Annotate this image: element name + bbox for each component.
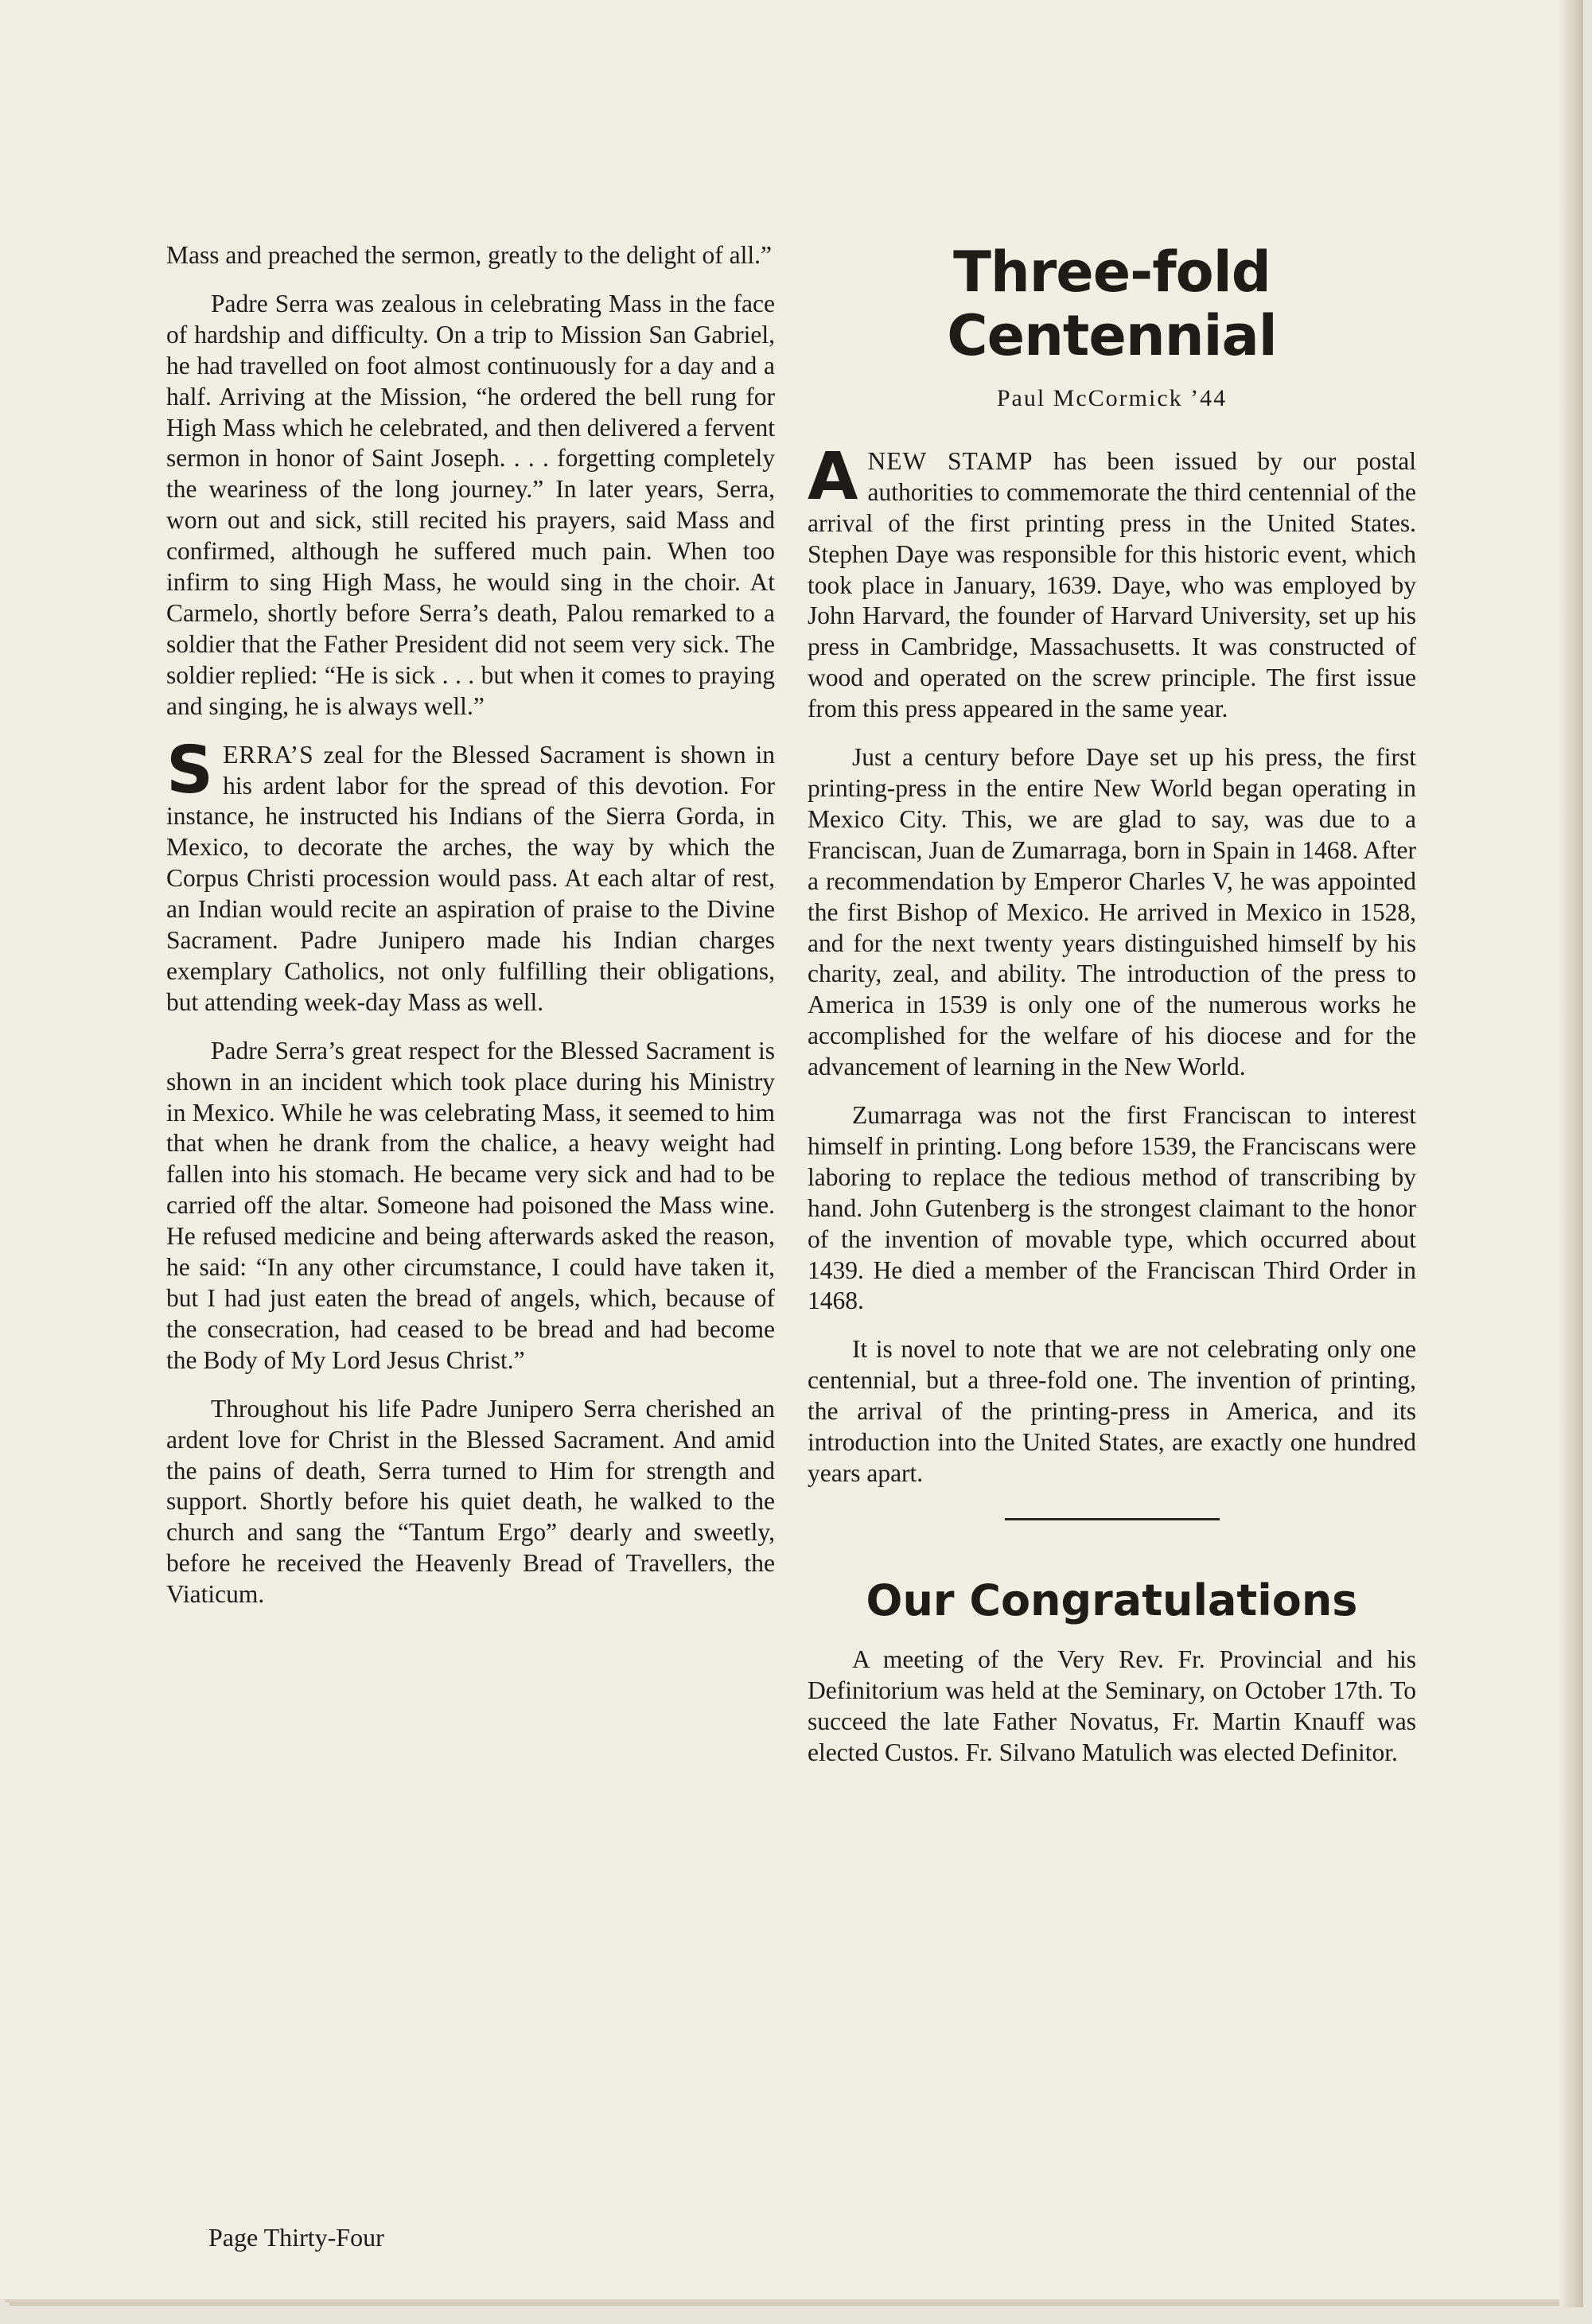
section-title: Our Congratulations — [866, 1575, 1358, 1625]
small-caps-lead: NEW STAMP — [867, 446, 1033, 475]
left-paragraph-2: Padre Serra was zealous in celebrating Mass in the face of hardship and difficulty. On a trip to Mission San Gabriel, he had travelled on foot almost continuously for a day and a half. Arriving at the Mission, “he ordered the bell rung for High Mass which he celebrated, and then delivered a fervent sermon in honor of Saint Joseph. . . . forgetting completely the weariness of the long journey.” In later years, Serra, worn out and sick, still recited his prayers, said Mass and confirmed, although he suffered much pain. When too infirm to sing High Mass, he would sing in the choir. At Carmelo, shortly before Serra’s death, Palou remarked to a soldier that the Father President did not seem very sick. The soldier replied: “He is sick . . . but when it comes to praying and singing, he is always well.” — [166, 289, 775, 720]
right-paragraph-4: It is novel to note that we are not celebrating only one centennial, but a three-fold one. The invention of printing, the arrival of the printing-press in America, and its introduction into the United States, are exactly one hundred years apart. — [808, 1335, 1416, 1487]
article-title: Three-fold Centennial — [947, 239, 1277, 368]
page-number: Page Thirty-Four — [208, 2223, 384, 2252]
page-edge — [1559, 0, 1583, 2307]
left-paragraph-3 — [166, 732, 775, 1018]
drop-cap-s: S — [166, 732, 214, 808]
article-byline: Paul McCormick ’44 — [996, 385, 1228, 411]
right-column — [808, 240, 1416, 1786]
drop-cap-a: A — [808, 438, 858, 515]
left-paragraph-1: Mass and preached the sermon, greatly to the delight of all.” — [166, 241, 772, 269]
small-caps-lead: ERRA’S — [223, 740, 314, 769]
section-divider — [1005, 1518, 1220, 1520]
left-paragraph-3-text: zeal for the Blessed Sacrament is shown in his ardent labor for the spread of this devotion. For instance, he instructed his Indians of the Sierra Gorda, in Mexico, to decorate the arches, the way by which the Corpus Christi procession would pass. At each altar of rest, an Indian would recite an aspiration of praise to the Divine Sacrament. Padre Junipero made his Indian charges exemplary Catholics, not only fulfilling their obligations, but attending week-day Mass as well. — [166, 740, 775, 1016]
right-paragraph-1 — [808, 438, 1417, 725]
right-paragraph-2: Just a century before Daye set up his press, the first printing-press in the entire New World began operating in Mexico City. This, we are glad to say, was due to a Franciscan, Juan de Zumarraga, born in Spain in 1468. After a recommendation by Emperor Charles V, he was appointed the first Bishop of Mexico. He arrived in Mexico in 1528, and for the next twenty years distinguished himself by his charity, zeal, and ability. The introduction of the press to America in 1539 is only one of the numerous works he accomplished for the welfare of his diocese and for the advancement of learning in the New World. — [808, 743, 1416, 1081]
right-paragraph-3: Zumarraga was not the first Franciscan to interest himself in printing. Long before 1539, the Franciscans were laboring to replace the tedious method of transcribing by hand. John Gutenberg is the strongest claimant to the honor of the invention of movable type, which occurred about 1439. He died a member of the Franciscan Third Order in 1468. — [808, 1101, 1416, 1315]
left-column — [166, 240, 775, 1628]
left-paragraph-5: Throughout his life Padre Junipero Serra cherished an ardent love for Christ in the Blessed Sacrament. And amid the pains of death, Serra turned to Him for strength and support. Shortly before his quiet death, he walked to the church and sang the “Tantum Ergo” dearly and sweetly, before he received the Heavenly Bread of Travellers, the Viaticum. — [166, 1394, 775, 1609]
right-paragraph-5: A meeting of the Very Rev. Fr. Provincial and his Definitorium was held at the Seminary, on October 17th. To succeed the late Father Novatus, Fr. Martin Knauff was elected Custos. Fr. Silvano Matulich was elected Definitor. — [808, 1645, 1416, 1766]
right-paragraph-1-text: has been issued by our postal authorities to commemorate the third centennial of the arrival of the first printing press in the United States. Stephen Daye was responsible for this historic event, which took place in January, 1639. Daye, who was employed by John Harvard, the founder of Harvard University, set up his press in Cambridge, Massachusetts. It was constructed of wood and operated on the screw principle. The first issue from this press appeared in the same year. — [808, 446, 1417, 723]
left-paragraph-4: Padre Serra’s great respect for the Blessed Sacrament is shown in an incident which took place during his Ministry in Mexico. While he was celebrating Mass, it seemed to him that when he drank from the chalice, a heavy weight had fallen into his stomach. He became very sick and had to be carried off the altar. Someone had poisoned the Mass wine. He refused medicine and being afterwards asked the reason, he said: “In any other circumstance, I could have taken it, but I had just eaten the bread of angels, which, because of the consecration, had ceased to be bread and had become the Body of My Lord Jesus Christ.” — [166, 1036, 775, 1374]
